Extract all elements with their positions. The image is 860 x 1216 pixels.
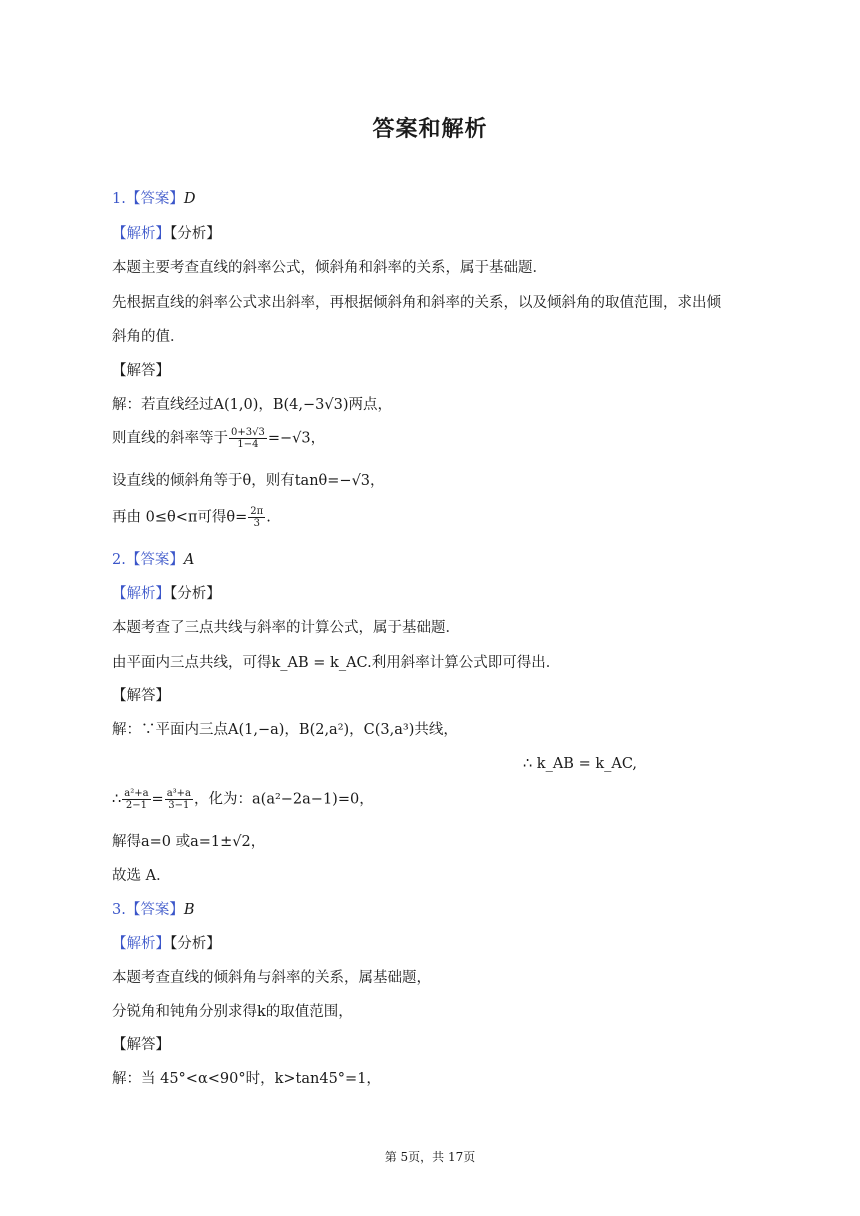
q2-sol3-eq: = xyxy=(151,791,164,808)
q3-answer-tag: 【答案】 xyxy=(125,902,184,918)
q1-sol4-post: . xyxy=(266,509,271,526)
q2-frac1-num: a²+a xyxy=(124,788,149,799)
q2-solution-4: 解得a=0 或a=1±√2， xyxy=(112,834,266,850)
q1-fenxi-line1: 本题主要考查直线的斜率公式，倾斜角和斜率的关系，属于基础题． xyxy=(112,260,547,276)
q1-theta-fraction xyxy=(248,506,265,529)
q1-sol2-pre: 则直线的斜率等于 xyxy=(112,430,228,447)
q2-sol3-pre: ∴ xyxy=(112,791,122,808)
page-footer: 第 5页，共 17页 xyxy=(384,1150,476,1164)
q2-solution-5: 故选 A． xyxy=(112,868,171,884)
q1-answer-tag: 【答案】 xyxy=(125,191,184,207)
q3-analysis-tags xyxy=(112,934,221,954)
q2-fraction-2 xyxy=(165,788,193,811)
q3-fenxi-line1: 本题考查直线的倾斜角与斜率的关系，属基础题， xyxy=(112,970,431,986)
q2-fraction-1 xyxy=(122,788,150,811)
q3-solution-1: 解：当 45°<α<90°时，k>tan45°=1， xyxy=(112,1071,381,1087)
q1-solution-4 xyxy=(112,506,271,529)
q1-answer: D xyxy=(183,191,196,207)
q1-theta-den: 3 xyxy=(253,518,260,529)
q1-fenxi-line2: 先根据直线的斜率公式求出斜率，再根据倾斜角和斜率的关系，以及倾斜角的取值范围，求出倾 xyxy=(112,295,721,311)
q1-solution-1: 解：若直线经过A(1,0)，B(4,−3√3)两点， xyxy=(112,397,392,413)
q3-jieda-tag: 【解答】 xyxy=(112,1037,170,1053)
q2-solution-1: 解：∵平面内三点A(1,−a)，B(2,a²)，C(3,a³)共线， xyxy=(112,722,458,738)
q1-frac-num: 0+3√3 xyxy=(231,427,265,438)
q1-sol4-pre: 再由 0≤θ<π可得θ= xyxy=(112,509,248,526)
q2-fenxi-tag: 【分析】 xyxy=(170,586,221,602)
q1-sol2-post: =−√3， xyxy=(267,430,326,447)
q1-header xyxy=(112,189,195,209)
q2-frac2-num: a³+a xyxy=(166,788,192,799)
page-title: 答案和解析 xyxy=(372,117,488,142)
q2-fenxi-line2: 由平面内三点共线，可得k_AB = k_AC.利用斜率计算公式即可得出． xyxy=(112,655,561,671)
q1-solution-2 xyxy=(112,427,325,450)
q3-fenxi-tag: 【分析】 xyxy=(170,936,221,952)
q1-frac-den: 1−4 xyxy=(237,439,259,450)
q2-fenxi-line1: 本题考查了三点共线与斜率的计算公式，属于基础题． xyxy=(112,620,460,636)
q2-sol3-post: ，化为：a(a²−2a−1)=0， xyxy=(194,791,374,808)
q1-solution-3: 设直线的倾斜角等于θ，则有tanθ=−√3， xyxy=(112,473,385,489)
q2-header xyxy=(112,550,194,570)
q1-slope-fraction xyxy=(229,427,267,450)
q2-analysis-tags xyxy=(112,584,221,604)
q1-fenxi-line3: 斜角的值． xyxy=(112,329,185,345)
q2-number: 2. xyxy=(112,552,126,568)
q2-solution-3 xyxy=(112,788,374,811)
q1-fenxi-tag: 【分析】 xyxy=(170,226,221,242)
q2-solution-2: ∴ k_AB = k_AC, xyxy=(522,756,638,772)
q1-jieda-tag: 【解答】 xyxy=(112,363,170,379)
q3-fenxi-line2: 分锐角和钝角分别求得k的取值范围， xyxy=(112,1004,353,1020)
q3-jiexi-tag: 【解析】 xyxy=(112,936,170,952)
q2-jiexi-tag: 【解析】 xyxy=(112,586,170,602)
q2-frac2-den: 3−1 xyxy=(168,800,190,811)
q1-jiexi-tag: 【解析】 xyxy=(112,226,170,242)
q2-answer: A xyxy=(183,552,195,568)
q3-answer: B xyxy=(183,902,195,918)
q3-number: 3. xyxy=(112,902,126,918)
q2-frac1-den: 2−1 xyxy=(125,800,147,811)
q1-analysis-tags xyxy=(112,224,221,244)
q2-jieda-tag: 【解答】 xyxy=(112,688,170,704)
q1-theta-num: 2π xyxy=(250,506,264,517)
q1-number: 1. xyxy=(112,191,126,207)
q2-answer-tag: 【答案】 xyxy=(125,552,184,568)
q3-header xyxy=(112,900,195,920)
